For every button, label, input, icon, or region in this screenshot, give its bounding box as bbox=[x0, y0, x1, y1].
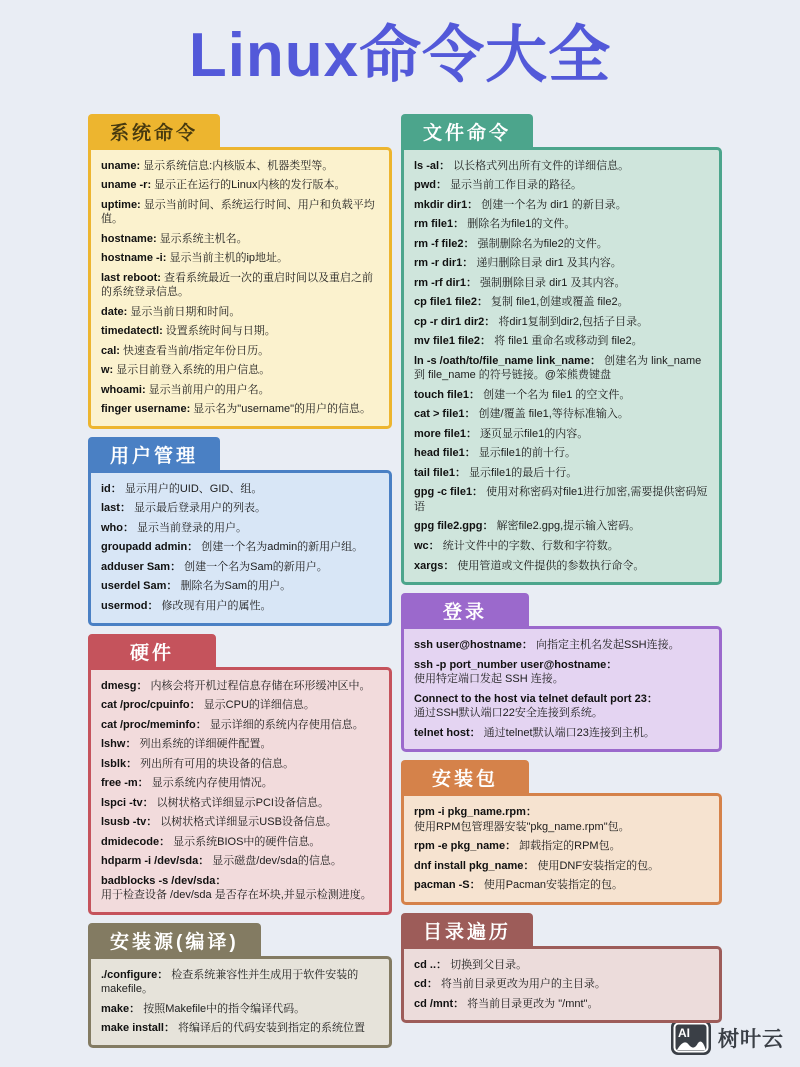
command-item: ssh user@hostname： 向指定主机名发起SSH连接。 bbox=[414, 639, 680, 652]
command-name: mkdir dir1： bbox=[414, 198, 479, 211]
command-item: rm -f file2： 强制删除名为file2的文件。 bbox=[414, 237, 608, 250]
command-name: ssh -p port_number user@hostname： bbox=[414, 658, 618, 671]
command-name: pacman -S： bbox=[414, 879, 481, 892]
command-item: head file1： 显示file1的前十行。 bbox=[414, 447, 576, 460]
section-header-hardware: 硬件 bbox=[88, 634, 216, 669]
command-item: userdel Sam： 删除名为Sam的用户。 bbox=[101, 580, 292, 593]
command-name: cd ..： bbox=[414, 958, 448, 971]
command-name: gpg file2.gpg： bbox=[414, 520, 494, 533]
command-item: lsblk： 列出所有可用的块设备的信息。 bbox=[101, 757, 295, 770]
command-item: ./configure： 检查系统兼容性并生成用于软件安装的makefile。 bbox=[101, 968, 359, 996]
command-name: badblocks -s /dev/sda： bbox=[101, 874, 227, 887]
command-name: ./configure： bbox=[101, 968, 169, 981]
command-name: dmidecode： bbox=[101, 835, 171, 848]
command-item: pacman -S： 使用Pacman安装指定的包。 bbox=[414, 879, 624, 892]
command-item: dnf install pkg_name： 使用DNF安装指定的包。 bbox=[414, 859, 660, 872]
section-body-system-commands bbox=[88, 147, 392, 429]
command-item: pwd： 显示当前工作目录的路径。 bbox=[414, 179, 583, 192]
command-name: uptime: bbox=[101, 198, 141, 211]
section-header-login: 登录 bbox=[401, 593, 529, 628]
command-item: hostname: 显示系统主机名。 bbox=[101, 232, 248, 245]
section-body-user-management bbox=[88, 470, 392, 626]
command-name: uname: bbox=[101, 159, 141, 172]
command-name: mv file1 file2： bbox=[414, 335, 492, 348]
section-body-login bbox=[401, 626, 722, 752]
command-item: cd ..： 切换到父目录。 bbox=[414, 958, 528, 971]
command-item: touch file1： 创建一个名为 file1 的空文件。 bbox=[414, 388, 631, 401]
command-item: cp file1 file2： 复制 file1,创建或覆盖 file2。 bbox=[414, 296, 629, 309]
command-item: hostname -i: 显示当前主机的ip地址。 bbox=[101, 252, 289, 265]
command-name: rm -rf dir1： bbox=[414, 276, 477, 289]
command-item: uname -r: 显示正在运行的Linux内核的发行版本。 bbox=[101, 179, 346, 192]
command-name: finger username: bbox=[101, 403, 191, 416]
command-name: hostname: bbox=[101, 232, 157, 245]
section-header-install-source-compile: 安装源(编译) bbox=[88, 923, 261, 958]
command-item: gpg -c file1： 使用对称密码对file1进行加密,需要提供密码短语 bbox=[414, 486, 708, 513]
section-system-commands bbox=[88, 114, 392, 429]
command-name: rm -f file2： bbox=[414, 237, 475, 250]
command-item: cal: 快速查看当前/指定年份日历。 bbox=[101, 344, 270, 357]
command-item: lspci -tv： 以树状格式详细显示PCI设备信息。 bbox=[101, 796, 329, 809]
command-item: cat /proc/cpuinfo： 显示CPU的详细信息。 bbox=[101, 699, 315, 712]
section-body-install-package bbox=[401, 793, 722, 905]
command-name: whoami: bbox=[101, 383, 146, 396]
command-item: usermod： 修改现有用户的属性。 bbox=[101, 600, 272, 612]
command-item: rm -r dir1： 递归删除目录 dir1 及其内容。 bbox=[414, 257, 622, 270]
command-item: ssh -p port_number user@hostname： 使用特定端口发起 SSH 连接。 bbox=[414, 658, 618, 686]
command-name: rpm -i pkg_name.rpm： bbox=[414, 806, 537, 819]
command-item: wc： 统计文件中的字数、行数和字符数。 bbox=[414, 540, 619, 552]
command-item: rm -rf dir1： 强制删除目录 dir1 及其内容。 bbox=[414, 276, 626, 289]
command-item: tail file1： 显示file1的最后十行。 bbox=[414, 466, 578, 479]
command-name: cal: bbox=[101, 344, 120, 357]
command-item: last reboot: 查看系统最近一次的重启时间以及重启之前的系统登录信息。 bbox=[101, 271, 373, 299]
command-name: xargs： bbox=[414, 559, 455, 572]
command-name: cp -r dir1 dir2： bbox=[414, 315, 496, 328]
command-item: cp -r dir1 dir2： 将dir1复制到dir2,包括子目录。 bbox=[414, 315, 649, 328]
command-name: tail file1： bbox=[414, 466, 466, 479]
command-item: adduser Sam： 创建一个名为Sam的新用户。 bbox=[101, 560, 328, 573]
section-header-install-package: 安装包 bbox=[401, 760, 529, 795]
command-item: mv file1 file2： 将 file1 重命名或移动到 file2。 bbox=[414, 335, 643, 348]
command-item: uptime: 显示当前时间、系统运行时间、用户和负载平均值。 bbox=[101, 198, 375, 226]
command-item: rpm -e pkg_name： 卸载指定的RPM包。 bbox=[414, 840, 621, 853]
command-item: make install： 将编译后的代码安装到指定的系统位置 bbox=[101, 1022, 366, 1035]
section-login bbox=[401, 593, 722, 752]
section-directory-traversal bbox=[401, 913, 722, 1024]
command-name: timedatectl: bbox=[101, 325, 163, 338]
command-name: make install： bbox=[101, 1022, 175, 1035]
command-item: rm file1： 删除名为file1的文件。 bbox=[414, 218, 576, 231]
command-name: last reboot: bbox=[101, 271, 161, 284]
command-item: whoami: 显示当前用户的用户名。 bbox=[101, 383, 270, 396]
command-name: rpm -e pkg_name： bbox=[414, 840, 517, 853]
command-item: badblocks -s /dev/sda： 用于检查设备 /dev/sda 是否存在坏块,并显示检测进度。 bbox=[101, 874, 372, 902]
command-name: cat > file1： bbox=[414, 408, 476, 421]
command-name: telnet host： bbox=[414, 726, 481, 739]
section-body-install-source-compile bbox=[88, 956, 392, 1048]
command-item: cd： 将当前目录更改为用户的主目录。 bbox=[414, 978, 606, 991]
command-name: rm -r dir1： bbox=[414, 257, 474, 270]
command-item: rpm -i pkg_name.rpm： 使用RPM包管理器安装"pkg_name.rpm"包。 bbox=[414, 806, 630, 833]
section-header-file-commands: 文件命令 bbox=[401, 114, 533, 149]
command-name: who： bbox=[101, 521, 134, 534]
command-name: ls -al： bbox=[414, 159, 451, 172]
command-item: cd /mnt： 将当前目录更改为 "/mnt"。 bbox=[414, 997, 599, 1010]
command-name: free -m： bbox=[101, 777, 149, 790]
right-column bbox=[401, 114, 722, 1032]
command-name: cat /proc/cpuinfo： bbox=[101, 699, 201, 712]
command-name: w: bbox=[101, 364, 114, 377]
command-item: free -m： 显示系统内存使用情况。 bbox=[101, 777, 273, 790]
command-name: last： bbox=[101, 502, 131, 515]
command-item: finger username: 显示名为"username"的用户的信息。 bbox=[101, 403, 372, 416]
command-name: touch file1： bbox=[414, 388, 481, 401]
command-item: gpg file2.gpg： 解密file2.gpg,提示输入密码。 bbox=[414, 520, 641, 533]
command-item: Connect to the host via telnet default port 23： 通过SSH默认端口22安全连接到系统。 bbox=[414, 692, 658, 720]
command-item: more file1： 逐页显示file1的内容。 bbox=[414, 427, 589, 440]
section-install-source-compile bbox=[88, 923, 392, 1048]
command-item: last： 显示最后登录用户的列表。 bbox=[101, 502, 267, 515]
command-item: xargs： 使用管道或文件提供的参数执行命令。 bbox=[414, 559, 645, 572]
section-body-file-commands bbox=[401, 147, 722, 585]
command-name: more file1： bbox=[414, 427, 477, 440]
command-item: hdparm -i /dev/sda： 显示磁盘/dev/sda的信息。 bbox=[101, 855, 342, 868]
section-header-user-management: 用户管理 bbox=[88, 437, 220, 472]
command-item: dmidecode： 显示系统BIOS中的硬件信息。 bbox=[101, 835, 321, 848]
command-name: usermod： bbox=[101, 600, 159, 612]
command-item: w: 显示目前登入系统的用户信息。 bbox=[101, 364, 271, 377]
command-name: hdparm -i /dev/sda： bbox=[101, 855, 210, 868]
command-item: dmesg： 内核会将开机过程信息存储在环形缓冲区中。 bbox=[101, 679, 371, 692]
command-name: groupadd admin： bbox=[101, 541, 199, 554]
command-name: lshw： bbox=[101, 738, 137, 751]
section-header-directory-traversal: 目录遍历 bbox=[401, 913, 533, 948]
left-column bbox=[88, 114, 392, 1056]
watermark bbox=[671, 1020, 784, 1055]
command-item: date: 显示当前日期和时间。 bbox=[101, 305, 241, 318]
page-title: Linux命令大全 bbox=[188, 21, 612, 90]
command-item: ls -al： 以长格式列出所有文件的详细信息。 bbox=[414, 159, 630, 172]
command-name: lsusb -tv： bbox=[101, 816, 158, 829]
command-item: lsusb -tv： 以树状格式详细显示USB设备信息。 bbox=[101, 816, 337, 829]
command-name: userdel Sam： bbox=[101, 580, 178, 593]
command-name: lspci -tv： bbox=[101, 796, 154, 809]
command-name: ssh user@hostname： bbox=[414, 639, 533, 652]
command-item: ln -s /oath/to/file_name link_name： 创建名为 link_name 到 file_name 的符号链接。@笨熊费键盘 bbox=[414, 354, 702, 382]
section-header-system-commands: 系统命令 bbox=[88, 114, 220, 149]
watermark-brand: 树叶云 bbox=[718, 1027, 784, 1051]
command-name: adduser Sam： bbox=[101, 560, 182, 573]
command-name: rm file1： bbox=[414, 218, 465, 231]
command-name: cd： bbox=[414, 978, 438, 991]
command-item: id： 显示用户的UID、GID、组。 bbox=[101, 482, 263, 495]
command-name: ln -s /oath/to/file_name link_name： bbox=[414, 354, 602, 367]
command-name: head file1： bbox=[414, 447, 476, 460]
command-name: wc： bbox=[414, 540, 440, 552]
command-item: groupadd admin： 创建一个名为admin的新用户组。 bbox=[101, 541, 364, 554]
command-name: uname -r: bbox=[101, 179, 152, 192]
command-name: Connect to the host via telnet default port 23： bbox=[414, 692, 658, 705]
command-name: lsblk： bbox=[101, 757, 138, 770]
columns bbox=[0, 98, 800, 1056]
command-item: cat > file1： 创建/覆盖 file1,等待标准输入。 bbox=[414, 408, 629, 421]
command-item: cat /proc/meminfo： 显示详细的系统内存使用信息。 bbox=[101, 718, 364, 731]
section-install-package bbox=[401, 760, 722, 905]
command-name: id： bbox=[101, 482, 122, 495]
ai-image-logo-icon bbox=[671, 1020, 711, 1055]
command-name: cat /proc/meminfo： bbox=[101, 718, 207, 731]
ai-logo-text: AI bbox=[678, 1026, 690, 1040]
command-name: date: bbox=[101, 305, 128, 318]
command-item: who： 显示当前登录的用户。 bbox=[101, 521, 248, 534]
command-name: pwd： bbox=[414, 179, 447, 192]
command-name: gpg -c file1： bbox=[414, 486, 484, 499]
command-name: dmesg： bbox=[101, 679, 148, 692]
section-file-commands bbox=[401, 114, 722, 585]
command-item: telnet host： 通过telnet默认端口23连接到主机。 bbox=[414, 726, 655, 739]
command-item: mkdir dir1： 创建一个名为 dir1 的新目录。 bbox=[414, 198, 627, 211]
command-name: cp file1 file2： bbox=[414, 296, 488, 309]
section-body-directory-traversal bbox=[401, 946, 722, 1024]
section-user-management bbox=[88, 437, 392, 626]
command-name: hostname -i: bbox=[101, 252, 167, 265]
command-name: cd /mnt： bbox=[414, 997, 465, 1010]
command-item: timedatectl: 设置系统时间与日期。 bbox=[101, 325, 276, 338]
section-hardware bbox=[88, 634, 392, 915]
command-name: make： bbox=[101, 1002, 141, 1015]
section-body-hardware bbox=[88, 667, 392, 915]
command-item: uname: 显示系统信息:内核版本、机器类型等。 bbox=[101, 159, 334, 172]
command-item: lshw： 列出系统的详细硬件配置。 bbox=[101, 738, 272, 751]
command-name: dnf install pkg_name： bbox=[414, 859, 535, 872]
command-item: make： 按照Makefile中的指令编译代码。 bbox=[101, 1002, 306, 1015]
